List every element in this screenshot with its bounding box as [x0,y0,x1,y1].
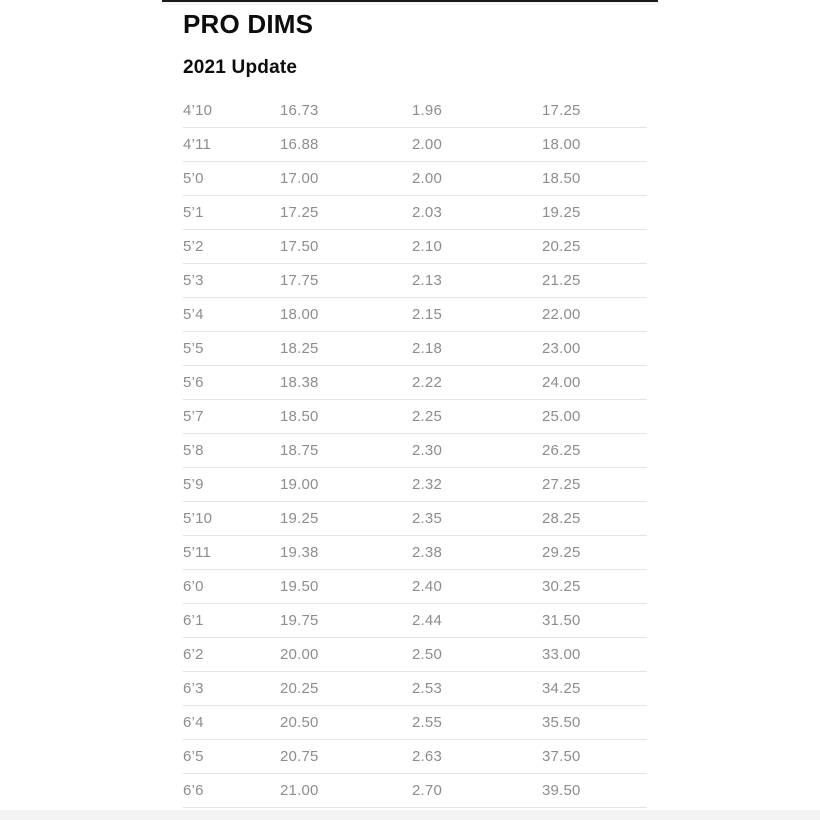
table-cell-thickness: 1.96 [412,102,442,119]
table-row [183,502,647,536]
table-cell-size: 6’6 [183,782,204,799]
table-cell-size: 6’4 [183,714,204,731]
table-cell-width: 19.25 [280,510,319,527]
table-cell-width: 18.50 [280,408,319,425]
table-cell-volume: 34.25 [542,680,581,697]
table-cell-thickness: 2.32 [412,476,442,493]
table-cell-volume: 18.50 [542,170,581,187]
table-cell-thickness: 2.13 [412,272,442,289]
table-row [183,570,647,604]
table-cell-size: 5’11 [183,544,212,561]
table-cell-width: 20.50 [280,714,319,731]
table-cell-thickness: 2.38 [412,544,442,561]
table-cell-volume: 30.25 [542,578,581,595]
table-cell-size: 5’7 [183,408,204,425]
table-row [183,672,647,706]
page-subtitle: 2021 Update [183,57,298,78]
table-cell-width: 18.25 [280,340,319,357]
table-row [183,264,647,298]
table-cell-width: 16.73 [280,102,319,119]
table-cell-width: 18.00 [280,306,319,323]
table-cell-thickness: 2.15 [412,306,442,323]
table-cell-width: 16.88 [280,136,319,153]
table-row [183,230,647,264]
table-cell-size: 4’11 [183,136,212,153]
table-cell-thickness: 2.63 [412,748,442,765]
table-cell-width: 20.00 [280,646,319,663]
table-cell-volume: 37.50 [542,748,581,765]
table-row [183,298,647,332]
table-cell-thickness: 2.18 [412,340,442,357]
table-row [183,128,647,162]
table-cell-size: 6’5 [183,748,204,765]
table-cell-width: 18.38 [280,374,319,391]
dims-table-body [183,94,647,808]
top-divider-line [162,0,658,2]
table-cell-thickness: 2.70 [412,782,442,799]
table-cell-width: 19.38 [280,544,319,561]
table-cell-size: 5’0 [183,170,204,187]
table-cell-thickness: 2.35 [412,510,442,527]
table-cell-volume: 22.00 [542,306,581,323]
table-cell-thickness: 2.10 [412,238,442,255]
table-cell-volume: 24.00 [542,374,581,391]
table-cell-volume: 28.25 [542,510,581,527]
table-cell-width: 17.50 [280,238,319,255]
table-cell-volume: 26.25 [542,442,581,459]
table-cell-size: 5’10 [183,510,213,527]
table-cell-size: 5’4 [183,306,204,323]
table-row [183,536,647,570]
page-title: PRO DIMS [183,9,314,39]
table-cell-volume: 25.00 [542,408,581,425]
table-cell-size: 6’1 [183,612,204,629]
table-row [183,332,647,366]
table-cell-thickness: 2.00 [412,136,442,153]
table-cell-width: 17.25 [280,204,319,221]
table-row [183,434,647,468]
table-row [183,706,647,740]
table-row [183,366,647,400]
table-row [183,604,647,638]
table-cell-size: 6’2 [183,646,204,663]
table-cell-size: 6’3 [183,680,204,697]
table-cell-width: 17.00 [280,170,319,187]
table-cell-width: 19.50 [280,578,319,595]
table-row [183,400,647,434]
table-cell-thickness: 2.00 [412,170,442,187]
table-cell-width: 21.00 [280,782,319,799]
table-row [183,162,647,196]
table-cell-size: 5’5 [183,340,204,357]
table-row [183,196,647,230]
table-row [183,740,647,774]
table-cell-volume: 33.00 [542,646,581,663]
table-cell-size: 4’10 [183,102,213,119]
table-cell-thickness: 2.44 [412,612,442,629]
bottom-strip [0,810,820,820]
table-cell-volume: 29.25 [542,544,581,561]
table-row [183,468,647,502]
table-cell-volume: 19.25 [542,204,581,221]
table-cell-size: 5’8 [183,442,204,459]
table-cell-volume: 39.50 [542,782,581,799]
table-cell-size: 5’9 [183,476,204,493]
table-row [183,94,647,128]
table-cell-width: 20.25 [280,680,319,697]
table-cell-thickness: 2.55 [412,714,442,731]
table-row [183,638,647,672]
table-cell-thickness: 2.30 [412,442,442,459]
table-cell-size: 5’1 [183,204,204,221]
table-cell-size: 5’3 [183,272,204,289]
table-cell-thickness: 2.25 [412,408,442,425]
table-cell-volume: 23.00 [542,340,581,357]
table-cell-thickness: 2.03 [412,204,442,221]
table-cell-width: 17.75 [280,272,319,289]
table-cell-volume: 18.00 [542,136,581,153]
table-cell-thickness: 2.50 [412,646,442,663]
table-row [183,774,647,808]
table-cell-size: 6’0 [183,578,204,595]
table-cell-width: 19.75 [280,612,319,629]
table-cell-volume: 31.50 [542,612,581,629]
table-cell-volume: 21.25 [542,272,581,289]
table-cell-width: 18.75 [280,442,319,459]
table-cell-volume: 20.25 [542,238,581,255]
table-cell-volume: 17.25 [542,102,581,119]
table-cell-width: 20.75 [280,748,319,765]
table-cell-volume: 35.50 [542,714,581,731]
table-cell-width: 19.00 [280,476,319,493]
table-cell-thickness: 2.22 [412,374,442,391]
table-cell-thickness: 2.40 [412,578,442,595]
table-cell-volume: 27.25 [542,476,581,493]
table-cell-size: 5’6 [183,374,204,391]
table-cell-size: 5’2 [183,238,204,255]
table-cell-thickness: 2.53 [412,680,442,697]
